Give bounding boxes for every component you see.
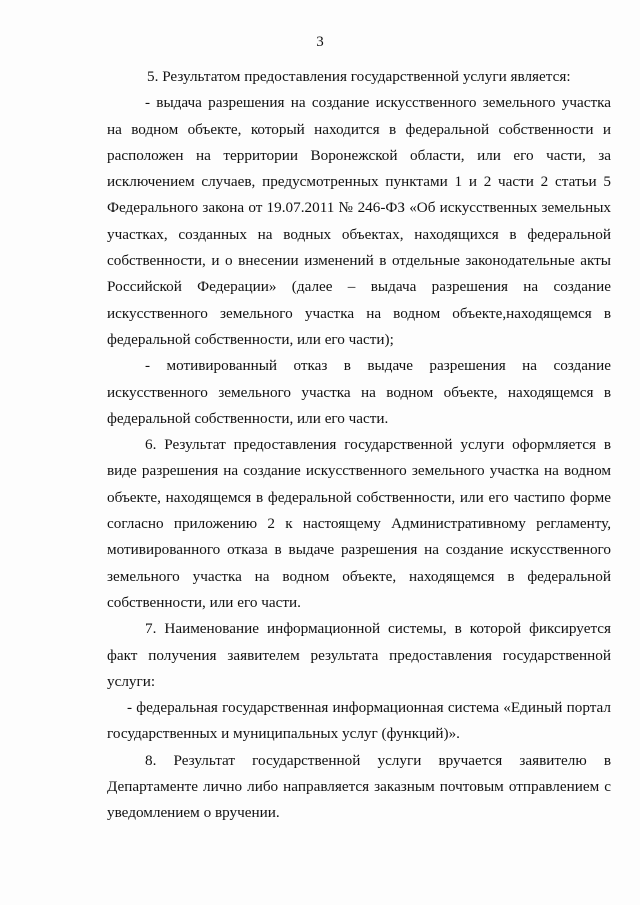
paragraph-7: 7. Наименование информационной системы, в которой фиксируется факт получения заявителем результата предоставления государственной услуги: — [107, 620, 611, 690]
paragraph-8: 8. Результат государственной услуги вручается заявителю в Департаменте лично либо направляется заказным почтовым отправлением с уведомлением о вручении. — [107, 751, 611, 822]
paragraph-7-portal: - федеральная государственная информационная система «Единый портал государственных и муниципальных услуг (функций)». — [107, 699, 611, 743]
paragraph-6: 6. Результат предоставления государственной услуги оформляется в виде разрешения на создание искусственного земельного участка на водном объекте, находящемся в федеральной собственности, или его частипо форме согласно приложению 2 к настоящему Административному регламенту, мотивированного отказа в выдаче разрешения на создание искусственного земельного участка на водном объекте, находящемся в федеральной собственности, или его части. — [107, 436, 611, 611]
paragraph-5-refusal: - мотивированный отказ в выдаче разрешения на создание искусственного земельного участка на водном объекте, находящемся в федеральной собственности, или его части. — [107, 357, 611, 427]
document-body — [107, 64, 611, 827]
paragraph-5-permit: - выдача разрешения на создание искусственного земельного участка на водном объекте, который находится в федеральной собственности и расположен на территории Воронежской области, или его части, за исключением случаев, предусмотренных пунктами 1 и 2 части 2 статьи 5 Федерального закона от 19.07.2011 № 246-ФЗ «Об искусственных земельных участках, созданных на водных объектах, находящихся в федеральной собственности, и о внесении изменений в отдельные законодательные акты Российской Федерации» (далее – выдача разрешения на создание искусственного земельного участка на водном объекте,находящемся в федеральной собственности, или его части); — [107, 94, 611, 348]
paragraph-5-heading: 5. Результатом предоставления государственной услуги является: — [147, 68, 571, 85]
page-number: 3 — [316, 34, 324, 50]
